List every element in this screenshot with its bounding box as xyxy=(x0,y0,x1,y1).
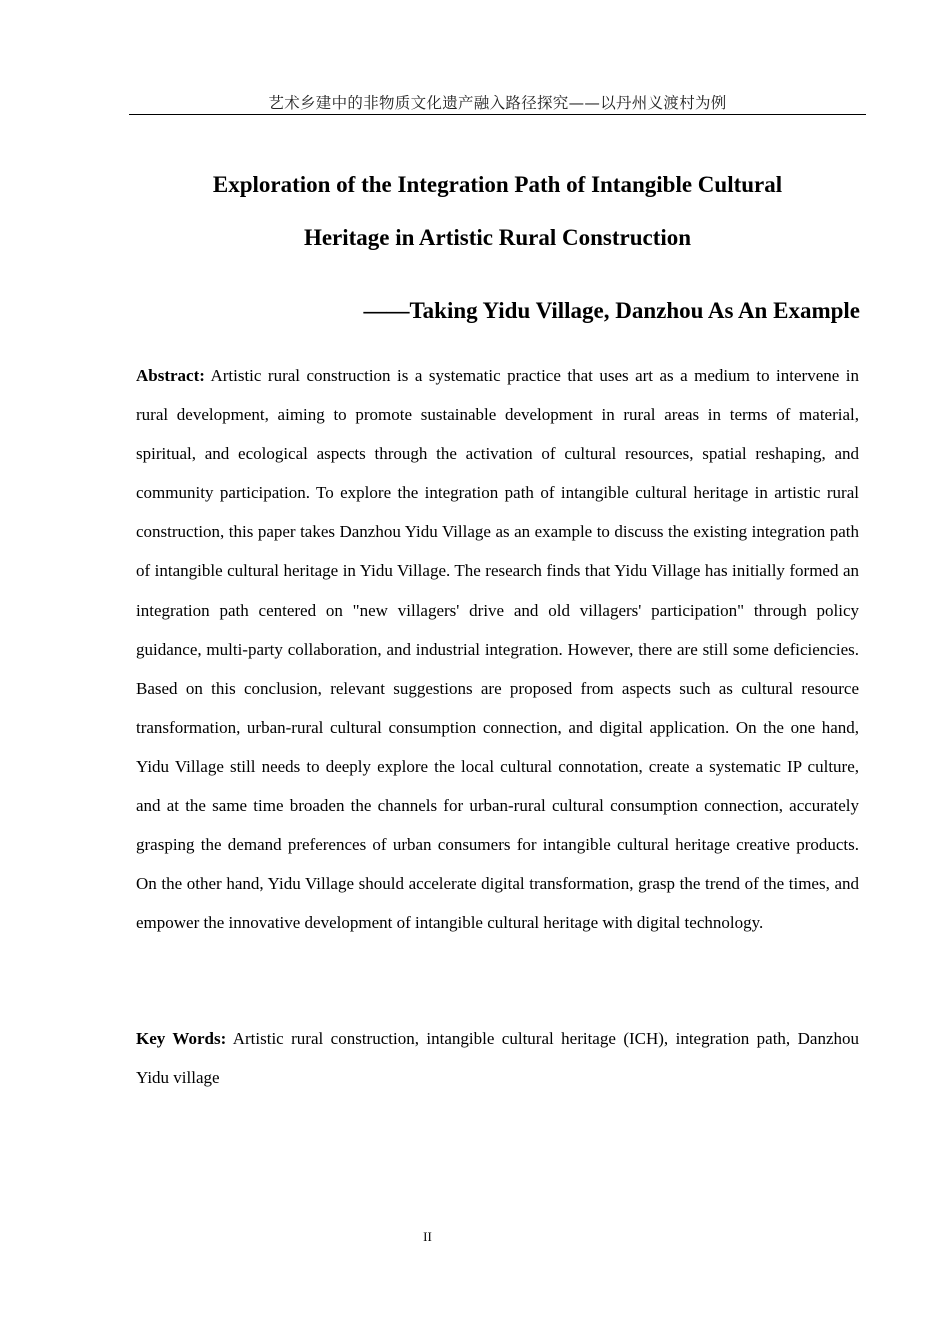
abstract-label: Abstract: xyxy=(136,366,205,385)
keywords-text: Artistic rural construction, intangible cultural heritage (ICH), integration path, Danzhou Yidu village xyxy=(136,1029,859,1087)
paper-subtitle: ——Taking Yidu Village, Danzhou As An Example xyxy=(363,298,860,323)
abstract-text: Artistic rural construction is a systematic practice that uses art as a medium to intervene in rural development, aiming to promote sustainable development in rural areas in terms of material, spiritual, and ecological aspects through the activation of cultural resources, spatial reshaping, and community participation. To explore the integration path of intangible cultural heritage in artistic rural construction, this paper takes Danzhou Yidu Village as an example to discuss the existing integration path of intangible cultural heritage in Yidu Village. The research finds that Yidu Village has initially formed an integration path centered on "new villagers' drive and old villagers' participation" through policy guidance, multi-party collaboration, and industrial integration. However, there are still some deficiencies. Based on this conclusion, relevant suggestions are proposed from aspects such as cultural resource transformation, urban-rural cultural consumption connection, and digital application. On the one hand, Yidu Village still needs to deeply explore the local cultural connotation, create a systematic IP culture, and at the same time broaden the channels for urban-rural cultural consumption connection, accurately grasping the demand preferences of urban consumers for intangible cultural heritage creative products. On the other hand, Yidu Village should accelerate digital transformation, grasp the trend of the times, and empower the innovative development of intangible cultural heritage with digital technology. xyxy=(136,366,859,933)
paper-title-line-1: Exploration of the Integration Path of Intangible Cultural xyxy=(212,172,783,197)
keywords-paragraph xyxy=(136,1019,859,1097)
paper-title-line-2: Heritage in Artistic Rural Construction xyxy=(303,225,692,250)
abstract-paragraph xyxy=(136,356,859,942)
page-number: II xyxy=(423,1229,432,1244)
running-header: 艺术乡建中的非物质文化遗产融入路径探究——以丹州义渡村为例 xyxy=(129,92,866,115)
keywords-label: Key Words: xyxy=(136,1029,227,1048)
